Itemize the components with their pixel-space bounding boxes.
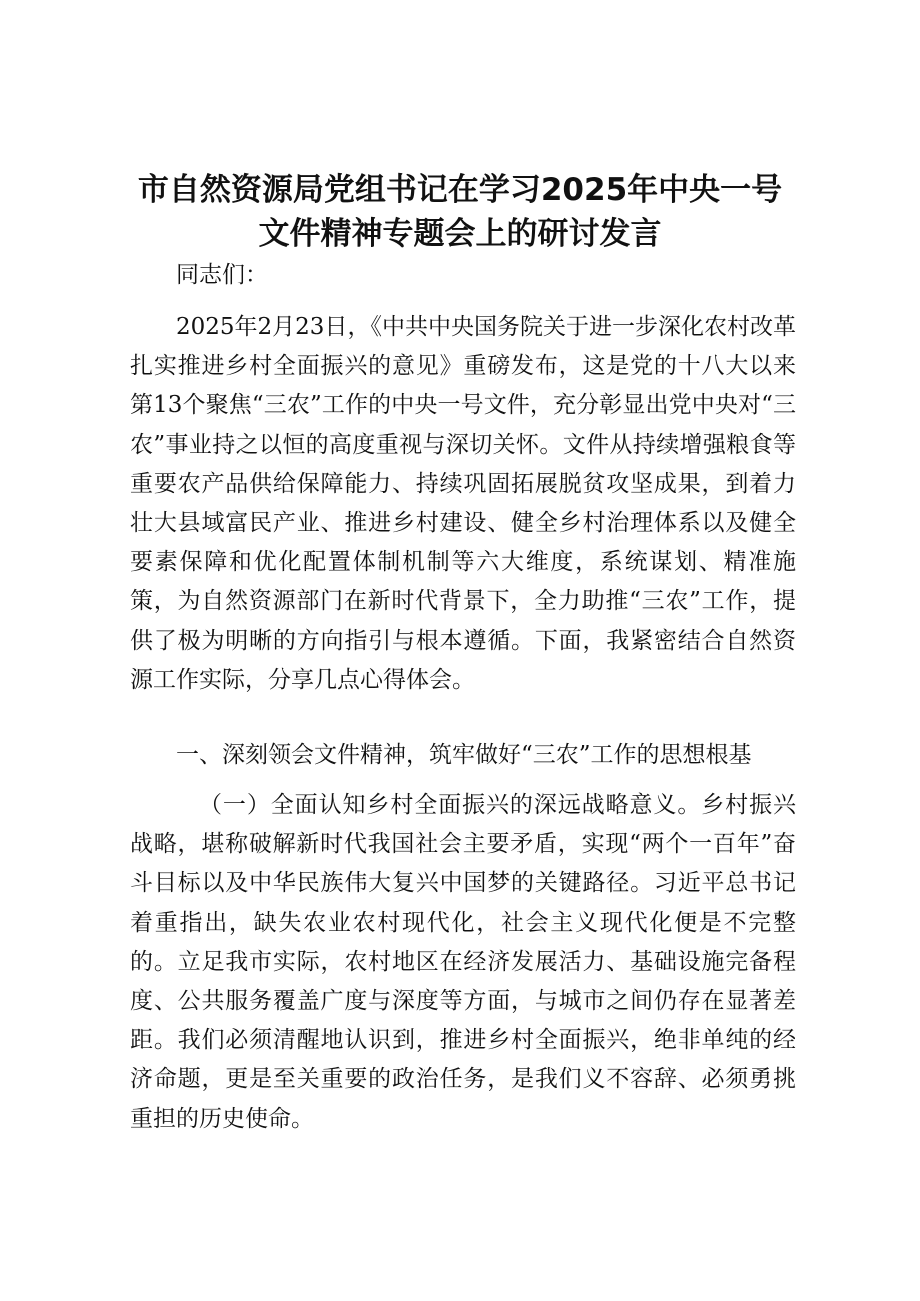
document-title-line-2: 文件精神专题会上的研讨发言 xyxy=(258,216,662,252)
document-title-line-1: 市自然资源局党组书记在学习2025年中央一号 xyxy=(137,172,783,208)
paragraph-intro: 2025年2月23日，《中共中央国务院关于进一步深化农村改革扎实推进乡村全面振兴的意见》重磅发布，这是党的十八大以来第13个聚焦“三农”工作的中央一号文件，充分彰显出党中央对“三农”事业持之以恒的高度重视与深切关怀。文件从持续增强粮食等重要农产品供给保障能力、持续巩固拓展脱贫攻坚成果，到着力壮大县域富民产业、推进乡村建设、健全乡村治理体系以及健全要素保障和优化配置体制机制等六大维度，系统谋划、精准施策，为自然资源部门在新时代背景下，全力助推“三农”工作，提供了极为明晰的方向指引与根本遵循。下面，我紧密结合自然资源工作实际，分享几点心得体会。 xyxy=(130,314,796,693)
section-heading-1: 一、深刻领会文件精神，筑牢做好“三农”工作的思想根基 xyxy=(176,742,752,768)
paragraph-subsection-1: （一）全面认知乡村全面振兴的深远战略意义。乡村振兴战略，堪称破解新时代我国社会主要矛盾，实现“两个一百年”奋斗目标以及中华民族伟大复兴中国梦的关键路径。习近平总书记着重指出，缺失农业农村现代化，社会主义现代化便是不完整的。立足我市实际，农村地区在经济发展活力、基础设施完备程度、公共服务覆盖广度与深度等方面，与城市之间仍存在显著差距。我们必须清醒地认识到，推进乡村全面振兴，绝非单纯的经济命题，更是至关重要的政治任务，是我们义不容辞、必须勇挑重担的历史使命。 xyxy=(130,792,796,1132)
greeting: 同志们： xyxy=(176,262,268,288)
